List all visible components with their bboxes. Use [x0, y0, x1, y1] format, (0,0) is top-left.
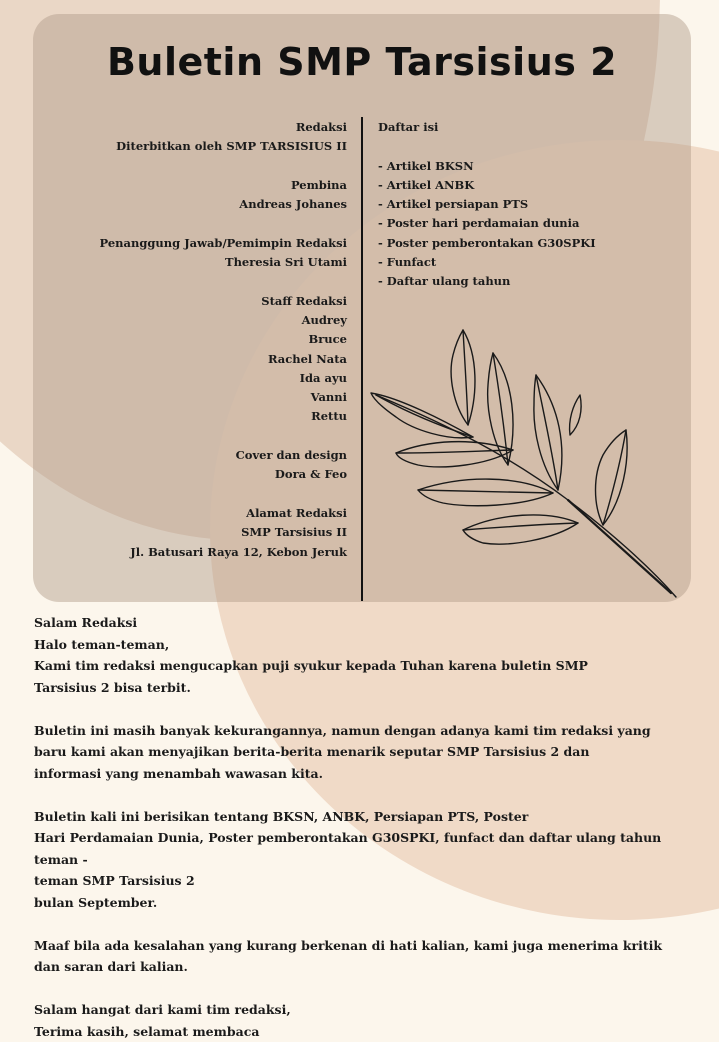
cover-names: Dora & Feo — [100, 465, 347, 484]
letter-closing: Salam hangat dari kami tim redaksi, — [34, 999, 694, 1021]
staff-member: Audrey — [100, 311, 347, 330]
redaksi-column — [100, 118, 347, 562]
pembina-label: Pembina — [100, 176, 347, 195]
daftar-isi-column — [378, 118, 596, 292]
pj-label: Penanggung Jawab/Pemimpin Redaksi — [100, 234, 347, 253]
letter-greeting: Salam Redaksi — [34, 612, 694, 634]
staff-member: Vanni — [100, 388, 347, 407]
letter-line: Hari Perdamaian Dunia, Poster pemberontakan G30SPKI, funfact dan daftar ulang tahun teman - — [34, 827, 694, 870]
toc-item: - Artikel persiapan PTS — [378, 195, 596, 214]
letter-line: bulan September. — [34, 892, 694, 914]
toc-item: - Funfact — [378, 253, 596, 272]
letter-line: Buletin kali ini berisikan tentang BKSN, ANBK, Persiapan PTS, Poster — [34, 806, 694, 828]
staff-member: Ida ayu — [100, 369, 347, 388]
pj-name: Theresia Sri Utami — [100, 253, 347, 272]
staff-label: Staff Redaksi — [100, 292, 347, 311]
toc-item: - Artikel BKSN — [378, 157, 596, 176]
letter-line: Tarsisius 2 bisa terbit. — [34, 677, 694, 699]
alamat-line: Jl. Batusari Raya 12, Kebon Jeruk — [100, 543, 347, 562]
leaf-branch-illustration — [368, 325, 683, 605]
pembina-name: Andreas Johanes — [100, 195, 347, 214]
letter-line: informasi yang menambah wawasan kita. — [34, 763, 694, 785]
letter-line: Buletin ini masih banyak kekurangannya, namun dengan adanya kami tim redaksi yang — [34, 720, 694, 742]
toc-item: - Poster pemberontakan G30SPKI — [378, 234, 596, 253]
staff-member: Rettu — [100, 407, 347, 426]
toc-item: - Daftar ulang tahun — [378, 272, 596, 291]
toc-item: - Poster hari perdamaian dunia — [378, 214, 596, 233]
letter-hello: Halo teman-teman, — [34, 634, 694, 656]
column-divider — [361, 117, 363, 601]
staff-member: Rachel Nata — [100, 350, 347, 369]
daftar-isi-heading: Daftar isi — [378, 118, 596, 137]
redaksi-heading: Redaksi — [100, 118, 347, 137]
letter-closing: Terima kasih, selamat membaca — [34, 1021, 694, 1042]
publisher-text: Diterbitkan oleh SMP TARSISIUS II — [100, 137, 347, 156]
cover-label: Cover dan design — [100, 446, 347, 465]
toc-item: - Artikel ANBK — [378, 176, 596, 195]
letter-line: teman SMP Tarsisius 2 — [34, 870, 694, 892]
bulletin-title: Buletin SMP Tarsisius 2 — [33, 40, 691, 84]
staff-member: Bruce — [100, 330, 347, 349]
alamat-line: SMP Tarsisius II — [100, 523, 347, 542]
letter-line: baru kami akan menyajikan berita-berita menarik seputar SMP Tarsisius 2 dan — [34, 741, 694, 763]
letter-line: dan saran dari kalian. — [34, 956, 694, 978]
editorial-letter — [34, 612, 694, 1042]
letter-line: Maaf bila ada kesalahan yang kurang berkenan di hati kalian, kami juga menerima kritik — [34, 935, 694, 957]
letter-line: Kami tim redaksi mengucapkan puji syukur kepada Tuhan karena buletin SMP — [34, 655, 694, 677]
alamat-label: Alamat Redaksi — [100, 504, 347, 523]
